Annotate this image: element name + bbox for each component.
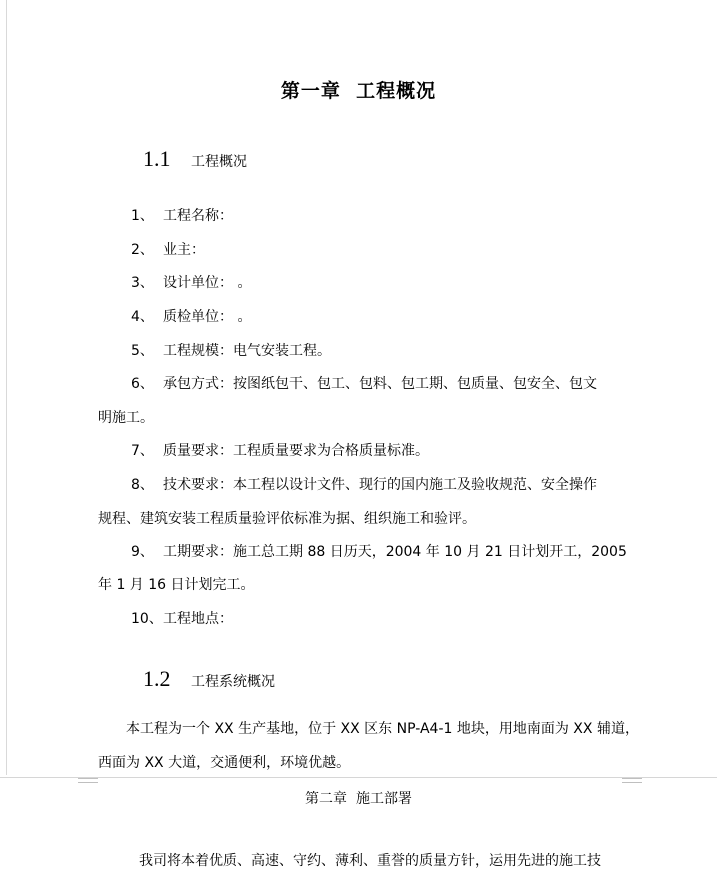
- section-number: 1.2: [143, 666, 171, 691]
- section-title: 工程系统概况: [191, 674, 275, 690]
- item-number: 2、: [131, 242, 154, 258]
- item-number: 4、: [131, 309, 154, 325]
- list-item: [131, 205, 233, 225]
- paragraph-line: 我司将本着优质、高速、守约、薄利、重誉的质量方针，运用先进的施工技: [139, 853, 601, 869]
- page-break-divider: [0, 777, 717, 778]
- section-title: 工程概况: [191, 154, 247, 170]
- item-number: 1、: [131, 208, 154, 224]
- item-number: 7、: [131, 443, 154, 459]
- item-text: 工程规模：电气安装工程。: [163, 343, 331, 359]
- chapter-2-title: 第二章 施工部署: [305, 791, 412, 807]
- page-left-edge: [6, 0, 7, 775]
- list-item: [131, 239, 205, 259]
- item-number: 6、: [131, 376, 154, 392]
- item-number: 10、: [131, 611, 163, 627]
- chapter-1-title: 第一章 工程概况: [280, 80, 437, 102]
- item-text: 设计单位： 。: [163, 275, 252, 291]
- item-text: 工程地点：: [163, 611, 233, 627]
- item-text: 技术要求：本工程以设计文件、现行的国内施工及验收规范、安全操作: [163, 477, 597, 493]
- paragraph-line: 本工程为一个 XX 生产基地，位于 XX 区东 NP-A4-1 地块，用地南面为 XX 辅道，: [126, 721, 639, 737]
- list-item: [131, 306, 251, 326]
- section-1-1-heading: [143, 146, 247, 172]
- item-number: 9、: [131, 544, 154, 560]
- list-item: [131, 541, 627, 561]
- item-number: 3、: [131, 275, 154, 291]
- list-item: [131, 340, 331, 360]
- item-text: 工期要求：施工总工期 88 日历天，2004 年 10 月 21 日计划开工，2005: [163, 544, 627, 560]
- list-item: [131, 440, 429, 460]
- section-number: 1.1: [143, 146, 171, 171]
- list-item: [131, 608, 233, 628]
- item-continuation: 明施工。: [98, 410, 154, 426]
- item-number: 8、: [131, 477, 154, 493]
- list-item: [131, 272, 251, 292]
- item-text: 承包方式：按图纸包干、包工、包料、包工期、包质量、包安全、包文: [163, 376, 597, 392]
- item-continuation: 规程、建筑安装工程质量验评依标准为据、组织施工和验评。: [98, 511, 476, 527]
- item-text: 质检单位： 。: [163, 309, 252, 325]
- paragraph-line: 西面为 XX 大道，交通便利，环境优越。: [98, 755, 351, 771]
- item-text: 质量要求：工程质量要求为合格质量标准。: [163, 443, 429, 459]
- item-number: 5、: [131, 343, 154, 359]
- section-1-2-heading: [143, 666, 275, 692]
- item-text: 业主：: [163, 242, 205, 258]
- item-continuation: 年 1 月 16 日计划完工。: [98, 577, 255, 593]
- list-item: [131, 373, 597, 393]
- item-text: 工程名称：: [163, 208, 233, 224]
- list-item: [131, 474, 597, 494]
